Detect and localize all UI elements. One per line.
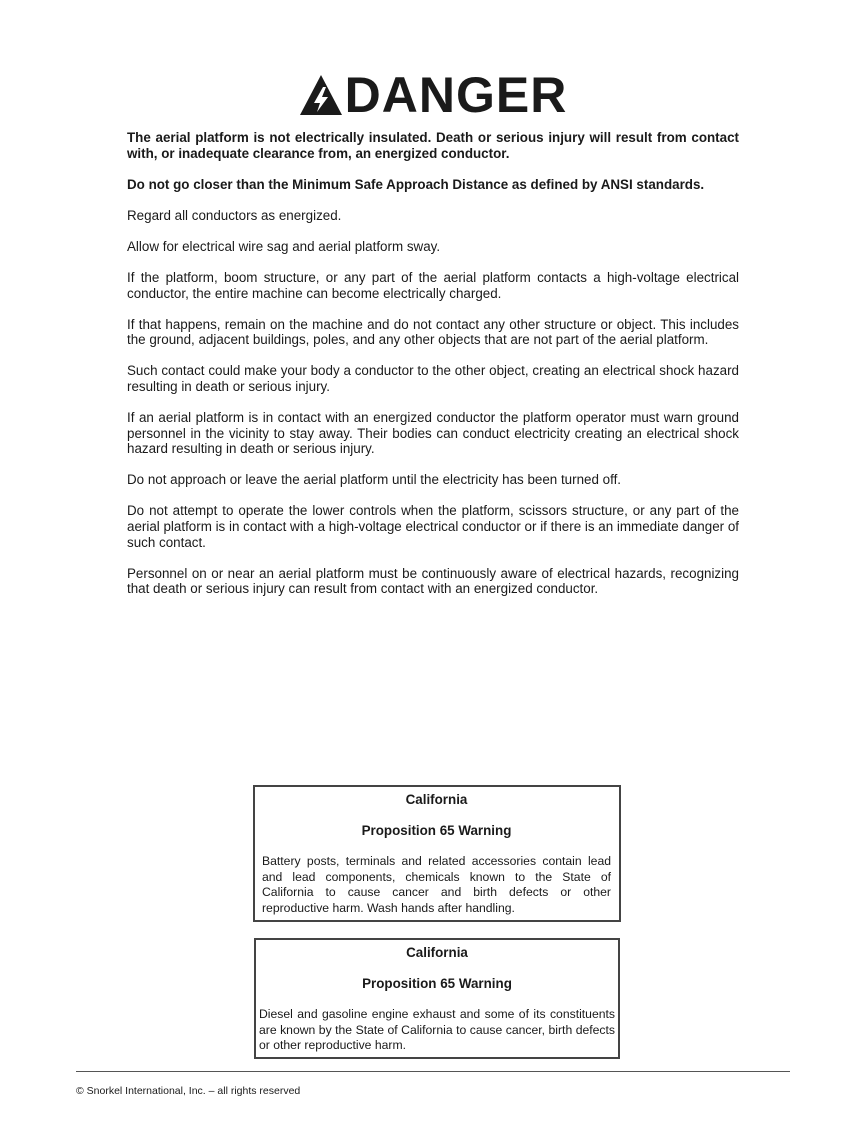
warning-state: California (405, 792, 468, 807)
danger-paragraph: Personnel on or near an aerial platform must be continuously aware of electrical hazards, recognizing that death or serious injury can result from contact with an energized conductor. (127, 565, 739, 597)
danger-paragraph: Allow for electrical wire sag and aerial platform sway. (127, 238, 441, 254)
danger-paragraph: If the platform, boom structure, or any part of the aerial platform contacts a high-voltage electrical conductor, the entire machine can become electrically charged. (127, 269, 739, 301)
danger-paragraph: Do not approach or leave the aerial platform until the electricity has been turned off. (127, 472, 622, 488)
warning-text: Battery posts, terminals and related accessories contain lead and lead components, chemicals known to the State of California to cause cancer and birth defects or other reproductive harm. Wash hands after handling. (262, 854, 611, 916)
danger-paragraph: Do not attempt to operate the lower controls when the platform, scissors structure, or any part of the aerial platform is in contact with a high-voltage electrical conductor or if there is an immediate danger of such contact. (127, 503, 739, 550)
warning-state: California (406, 945, 468, 960)
electrical-hazard-triangle-icon (299, 74, 343, 116)
warning-heading: Proposition 65 Warning (362, 976, 512, 991)
footer-copyright: © Snorkel International, Inc. – all rights reserved (76, 1085, 301, 1097)
danger-paragraph: If that happens, remain on the machine and do not contact any other structure or object. This includes the ground, adjacent buildings, poles, and any other objects that are not part of the aerial platform. (127, 316, 739, 348)
danger-title: DANGER (344, 67, 568, 123)
danger-paragraph: If an aerial platform is in contact with an energized conductor the platform operator must warn ground personnel in the vicinity to stay away. Their bodies can conduct electricity creating an electrical shock hazard resulting in death or serious injury. (127, 410, 739, 457)
danger-paragraph: Do not go closer than the Minimum Safe Approach Distance as defined by ANSI standards. (127, 176, 705, 192)
warning-text: Diesel and gasoline engine exhaust and some of its constituents are known by the State of California to cause cancer, birth defects or other reproductive harm. (259, 1007, 615, 1053)
warning-heading: Proposition 65 Warning (361, 823, 512, 838)
danger-paragraph: The aerial platform is not electrically insulated. Death or serious injury will result from contact with, or inadequate clearance from, an energized conductor. (127, 130, 739, 161)
danger-paragraph: Such contact could make your body a conductor to the other object, creating an electrical shock hazard resulting in death or serious injury. (127, 363, 739, 394)
prop65-exhaust-warning-box (254, 938, 620, 1059)
danger-paragraph: Regard all conductors as energized. (127, 207, 342, 223)
prop65-battery-warning-box (253, 785, 621, 922)
danger-body (127, 130, 739, 612)
footer-divider (76, 1071, 790, 1072)
danger-header (0, 67, 866, 123)
